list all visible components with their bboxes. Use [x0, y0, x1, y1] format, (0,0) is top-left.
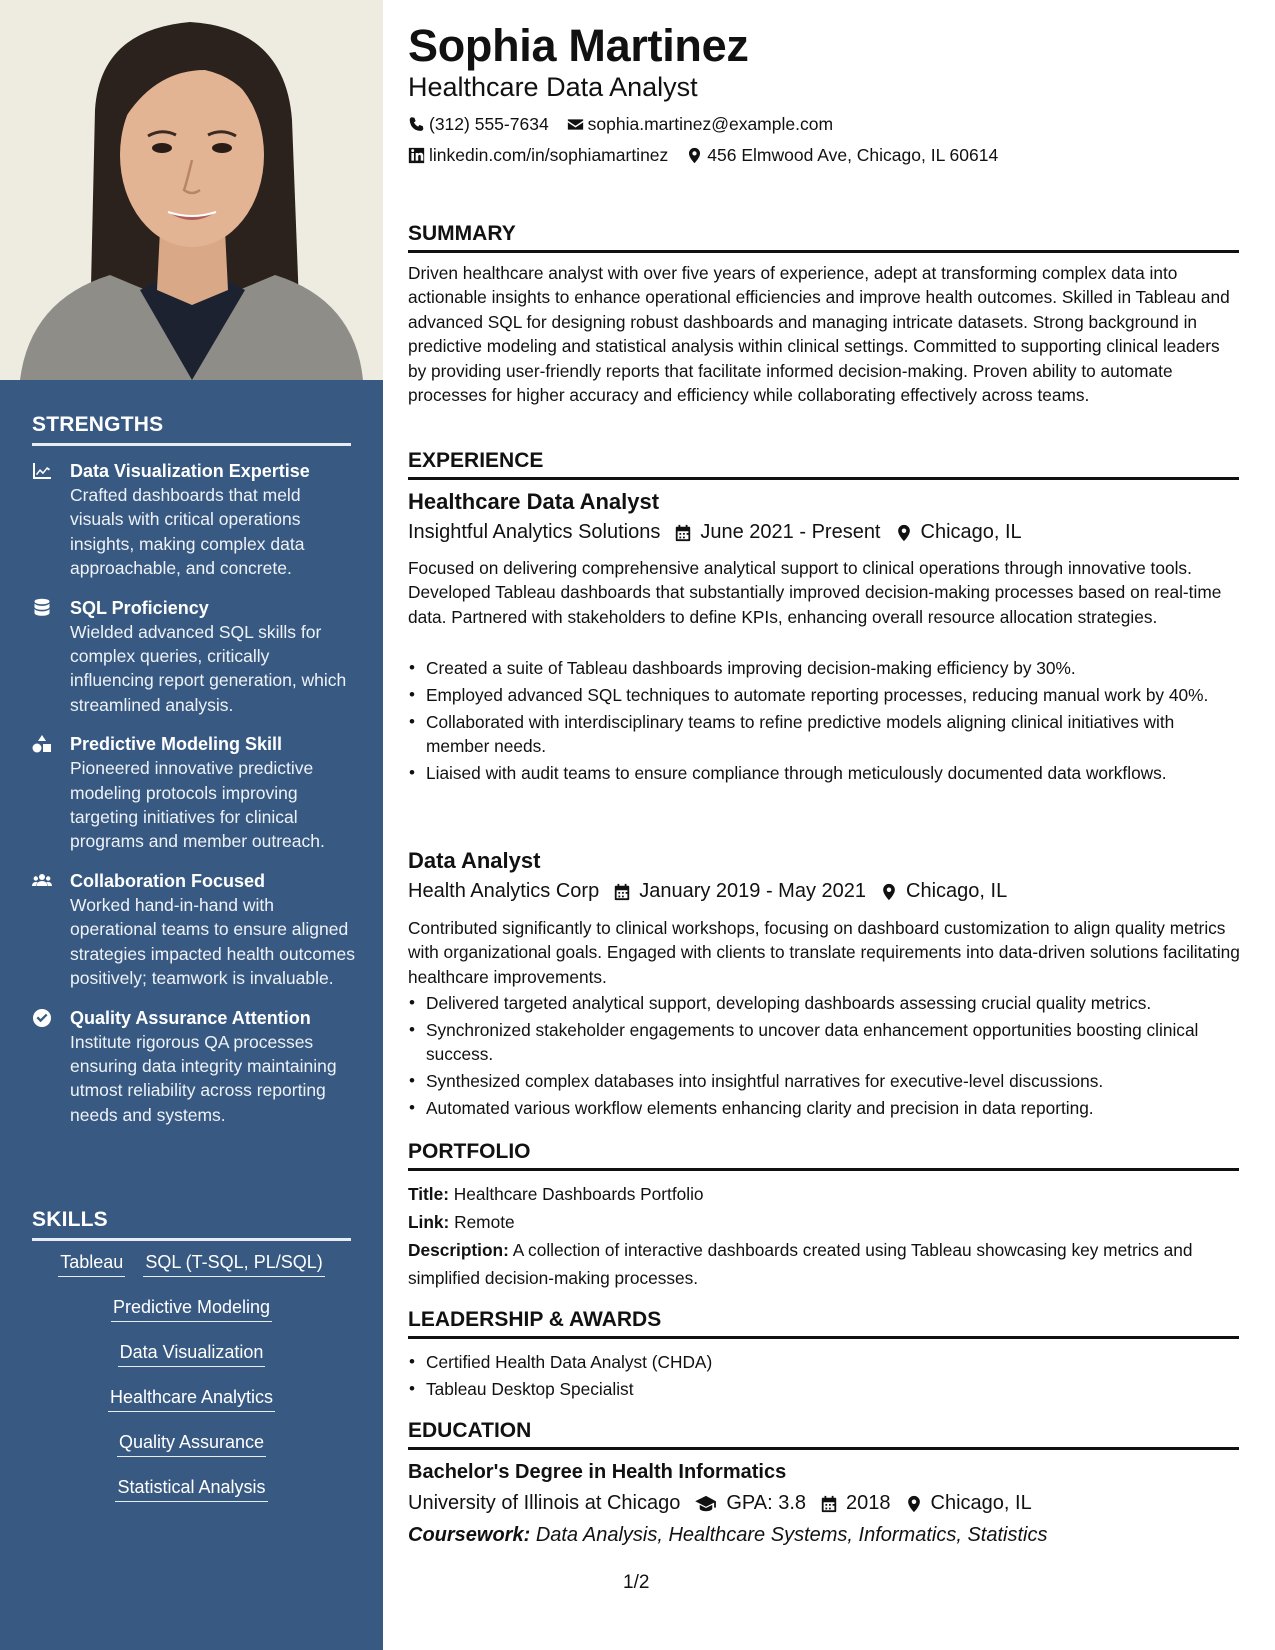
list-item: • Synthesized complex databases into insightful narratives for executive-level discussions. — [426, 1069, 1238, 1093]
leadership-heading: LEADERSHIP & AWARDS — [408, 1308, 1239, 1339]
portfolio-title-value: Healthcare Dashboards Portfolio — [453, 1184, 704, 1204]
skill-tag: Data Visualization — [118, 1340, 266, 1367]
linkedin-url[interactable]: linkedin.com/in/sophiamartinez — [429, 145, 669, 165]
portfolio-heading: PORTFOLIO — [408, 1140, 1239, 1171]
contact-row — [408, 145, 1016, 166]
skills-list — [32, 1250, 351, 1520]
graduation-cap-icon — [694, 1495, 718, 1513]
calendar-icon — [613, 883, 631, 901]
map-pin-icon — [895, 524, 913, 542]
list-item: • Collaborated with interdisciplinary teams to refine predictive models aligning clinical initiatives with member needs. — [426, 710, 1238, 759]
summary-heading: SUMMARY — [408, 222, 1239, 253]
envelope-icon — [567, 116, 584, 133]
job-meta — [408, 521, 1022, 544]
phone-icon — [408, 116, 425, 133]
portfolio-link-label: Link: — [408, 1212, 450, 1232]
summary-text: Driven healthcare analyst with over five years of experience, adept at transforming complex data into actionable insights to enhance operational efficiencies and improve health outcomes. Skilled in Tableau and advanced SQL for designing robust dashboards and managing intricate datasets. Strong background in predictive modeling and statistical analysis within clinical settings. Committed to supporting clinical leaders by providing user-friendly reports that facilitate informed decision-making. Proven ability to automate processes for higher accuracy and efficiency while collaborating effectively across teams. — [408, 263, 1230, 406]
gpa: GPA: 3.8 — [726, 1492, 807, 1514]
list-item: • Employed advanced SQL techniques to automate reporting processes, reducing manual work by 40%. — [426, 683, 1238, 707]
chart-line-icon — [32, 459, 70, 581]
skills-heading: SKILLS — [32, 1208, 351, 1241]
page-number: 1/2 — [623, 1572, 650, 1593]
portfolio-title-row — [408, 1180, 1240, 1208]
strength-title: Collaboration Focused — [70, 870, 266, 891]
strength-description: Institute rigorous QA processes ensuring data integrity maintaining utmost reliability across reporting needs and systems. — [70, 1031, 337, 1125]
education-heading: EDUCATION — [408, 1419, 1239, 1450]
database-icon — [32, 596, 70, 718]
email-contact[interactable] — [567, 114, 833, 135]
phone-contact — [408, 114, 549, 135]
portfolio-link-value[interactable]: Remote — [454, 1212, 515, 1232]
leadership-list — [426, 1350, 1238, 1404]
contact-row — [408, 114, 851, 135]
linkedin-contact[interactable] — [408, 145, 668, 166]
strength-title: Data Visualization Expertise — [70, 461, 310, 481]
strength-item — [32, 732, 357, 854]
phone-number: (312) 555-7634 — [429, 114, 549, 134]
sidebar — [0, 0, 383, 1650]
job-bullets — [426, 656, 1238, 788]
portfolio-description-value: A collection of interactive dashboards created using Tableau showcasing key metrics and simplified decision-making processes. — [408, 1240, 1193, 1288]
school-name: University of Illinois at Chicago — [408, 1492, 681, 1514]
skill-tag: Quality Assurance — [117, 1430, 266, 1457]
coursework-label: Coursework: — [408, 1524, 531, 1546]
list-item: • Liaised with audit teams to ensure compliance through meticulously documented data workflows. — [426, 761, 1238, 785]
job-dates: January 2019 - May 2021 — [639, 880, 867, 902]
check-circle-icon — [32, 1006, 70, 1128]
job-bullets — [426, 991, 1238, 1123]
address-contact — [686, 145, 998, 166]
degree-title: Bachelor's Degree in Health Informatics — [408, 1461, 787, 1483]
calendar-icon — [820, 1495, 838, 1513]
education-location: Chicago, IL — [930, 1492, 1032, 1514]
strength-title: SQL Proficiency — [70, 597, 209, 618]
strength-item — [32, 596, 357, 718]
strength-item — [32, 459, 357, 581]
education-meta — [408, 1492, 1032, 1515]
strength-title: Predictive Modeling Skill — [70, 734, 283, 755]
list-item: • Synchronized stakeholder engagements to uncover data enhancement opportunities boosting clinical success. — [426, 1018, 1238, 1067]
experience-heading: EXPERIENCE — [408, 449, 1239, 480]
list-item: • Tableau Desktop Specialist — [426, 1377, 1238, 1401]
strength-description: Crafted dashboards that meld visuals with critical operations insights, making complex data approachable, and concrete. — [70, 485, 305, 579]
skill-tag: Statistical Analysis — [115, 1475, 267, 1502]
portfolio-description-label: Description: — [408, 1240, 509, 1260]
strength-description: Wielded advanced SQL skills for complex queries, critically influencing report generation, which streamlined analysis. — [70, 621, 347, 715]
linkedin-icon — [408, 147, 425, 164]
strength-title: Quality Assurance Attention — [70, 1007, 311, 1028]
skill-tag: SQL (T-SQL, PL/SQL) — [143, 1250, 324, 1277]
job-title: Data Analyst — [408, 848, 541, 873]
job-dates: June 2021 - Present — [700, 521, 881, 543]
job-title: Healthcare Data Analyst — [408, 489, 660, 514]
skill-tag: Predictive Modeling — [111, 1295, 272, 1322]
skill-tag: Healthcare Analytics — [108, 1385, 275, 1412]
profile-photo — [0, 0, 383, 380]
calendar-icon — [674, 524, 692, 542]
portfolio-link-row — [408, 1208, 1240, 1236]
map-pin-icon — [880, 883, 898, 901]
company-name: Health Analytics Corp — [408, 880, 600, 902]
strength-item — [32, 869, 357, 991]
job-description: Focused on delivering comprehensive analytical support to clinical operations through innovative tools. Developed Tableau dashboards that substantially improved decision-making processes based on real-time data. Partnered with stakeholders to define KPIs, enhancing overall resource allocation strategies. — [408, 558, 1222, 627]
job-meta — [408, 880, 1007, 903]
map-pin-icon — [905, 1495, 923, 1513]
portfolio-title-label: Title: — [408, 1184, 449, 1204]
shapes-icon — [32, 732, 70, 854]
address: 456 Elmwood Ave, Chicago, IL 60614 — [707, 145, 999, 165]
list-item: • Delivered targeted analytical support, developing dashboards assessing crucial quality metrics. — [426, 991, 1238, 1015]
candidate-role: Healthcare Data Analyst — [408, 72, 698, 102]
strength-item — [32, 1006, 357, 1128]
users-icon — [32, 869, 70, 991]
company-name: Insightful Analytics Solutions — [408, 521, 661, 543]
job-description: Contributed significantly to clinical workshops, focusing on dashboard customization to align quality metrics with organizational goals. Engaged with clients to translate requirements into data-driven solutions facilitating healthcare improvements. — [408, 918, 1240, 987]
strength-description: Worked hand-in-hand with operational teams to ensure aligned strategies impacted health outcomes positively; teamwork is invaluable. — [70, 894, 356, 989]
job-location: Chicago, IL — [906, 880, 1008, 902]
strengths-heading: STRENGTHS — [32, 413, 351, 446]
strengths-list — [32, 459, 357, 1142]
candidate-name: Sophia Martinez — [408, 20, 749, 71]
strength-description: Pioneered innovative predictive modeling protocols improving targeting initiatives for clinical programs and member outreach. — [70, 758, 325, 852]
coursework-list: Data Analysis, Healthcare Systems, Informatics, Statistics — [535, 1524, 1048, 1546]
map-pin-icon — [686, 147, 703, 164]
skill-tag: Tableau — [58, 1250, 125, 1277]
list-item: • Certified Health Data Analyst (CHDA) — [426, 1350, 1238, 1374]
list-item: • Created a suite of Tableau dashboards improving decision-making efficiency by 30%. — [426, 656, 1238, 680]
email-address[interactable]: sophia.martinez@example.com — [587, 114, 834, 134]
portfolio-description-row — [408, 1236, 1240, 1292]
coursework-row — [408, 1521, 1240, 1549]
job-location: Chicago, IL — [920, 521, 1022, 543]
list-item: • Automated various workflow elements enhancing clarity and precision in data reporting. — [426, 1096, 1238, 1120]
graduation-year: 2018 — [846, 1492, 891, 1514]
